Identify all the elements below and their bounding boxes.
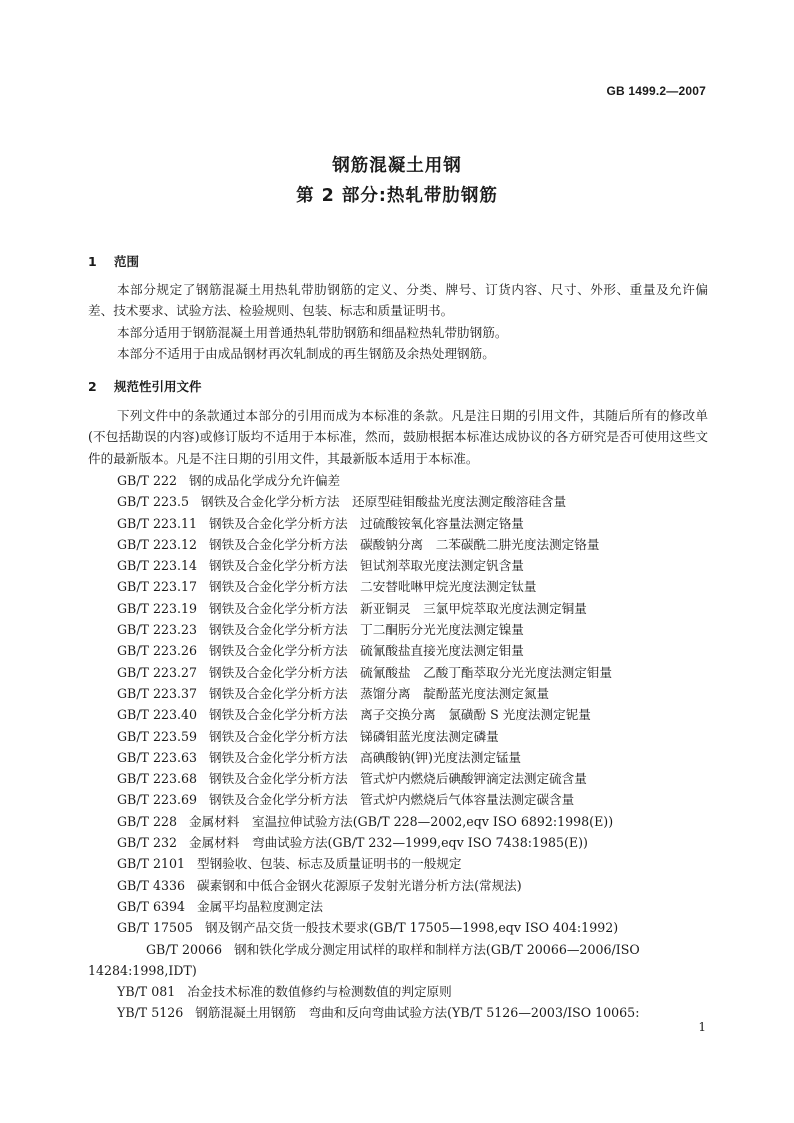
reference-code: GB/T 6394 [117, 898, 186, 914]
reference-title: 钢铁及合金化学分析方法 还原型硅钼酸盐光度法测定酸溶硅含量 [201, 494, 567, 510]
reference-title: 金属平均晶粒度测定法 [197, 898, 323, 914]
reference-item [88, 789, 708, 810]
reference-code: YB/T 5126 [117, 1005, 184, 1021]
section-title: 范围 [114, 254, 140, 269]
reference-item [88, 896, 708, 917]
section-title: 规范性引用文件 [114, 379, 202, 394]
reference-item [88, 726, 708, 747]
reference-title: 钢铁及合金化学分析方法 丁二酮肟分光光度法测定镍量 [209, 622, 524, 638]
reference-code: GB/T 20066 [146, 941, 223, 957]
reference-title: 钢铁及合金化学分析方法 管式炉内燃烧后气体容量法测定碳含量 [209, 792, 575, 808]
reference-title: 金属材料 室温拉伸试验方法(GB/T 228—2002,eqv ISO 6892:1998(E)) [189, 813, 614, 829]
reference-title: 钢铁及合金化学分析方法 蒸馏分离 靛酚蓝光度法测定氮量 [209, 685, 550, 701]
normative-intro-paragraph: 下列文件中的条款通过本部分的引用而成为本标准的条款。凡是注日期的引用文件，其随后所有的修改单(不包括勘误的内容)或修订版均不适用于本标准，然而，鼓励根据本标准达成协议的各方研究是否可使用这些文件的最新版本。凡是不注日期的引用文件，其最新版本适用于本标准。 [88, 408, 708, 466]
reference-code: GB/T 223.12 [117, 536, 198, 552]
reference-item [88, 640, 708, 661]
reference-item [88, 1002, 708, 1023]
reference-title: 钢铁及合金化学分析方法 锑磷钼蓝光度法测定磷量 [209, 728, 499, 744]
reference-item [88, 470, 708, 491]
reference-code: YB/T 081 [117, 984, 176, 1000]
reference-title: 钢铁及合金化学分析方法 新亚铜灵 三氯甲烷萃取光度法测定铜量 [209, 600, 587, 616]
reference-title: 型钢验收、包装、标志及质量证明书的一般规定 [197, 856, 462, 872]
reference-list [88, 470, 708, 1024]
reference-code: GB/T 223.69 [117, 792, 198, 808]
reference-code: GB/T 223.5 [117, 494, 190, 510]
reference-code: GB/T 223.11 [117, 515, 198, 531]
reference-item [88, 981, 708, 1002]
standard-code: GB 1499.2—2007 [606, 84, 706, 98]
reference-title: 钢铁及合金化学分析方法 过硫酸铵氧化容量法测定铬量 [209, 515, 524, 531]
scope-paragraph: 本部分适用于钢筋混凝土用普通热轧带肋钢筋和细晶粒热轧带肋钢筋。 [117, 325, 508, 340]
reference-code: GB/T 223.59 [117, 728, 198, 744]
reference-code: GB/T 223.40 [117, 707, 198, 723]
reference-title: 钢铁及合金化学分析方法 高碘酸钠(钾)光度法测定锰量 [209, 749, 522, 765]
reference-code: GB/T 232 [117, 835, 177, 851]
reference-item [88, 683, 708, 704]
reference-title: 钢及钢产品交货一般技术要求(GB/T 17505—1998,eqv ISO 404:1992) [205, 920, 619, 936]
reference-title: 钢和铁化学成分测定用试样的取样和制样方法(GB/T 20066—2006/ISO 14284:1998,IDT) [88, 941, 640, 978]
reference-title: 碳素钢和中低合金钢火花源原子发射光谱分析方法(常规法) [197, 877, 522, 893]
reference-code: GB/T 222 [117, 473, 177, 488]
reference-code: GB/T 228 [117, 813, 177, 829]
reference-item [88, 513, 708, 534]
reference-code: GB/T 223.17 [117, 579, 198, 595]
scope-paragraph: 本部分不适用于由成品钢材再次轧制成的再生钢筋及余热处理钢筋。 [117, 346, 495, 361]
reference-code: GB/T 223.27 [117, 664, 198, 680]
reference-item [88, 939, 708, 982]
reference-item [88, 875, 708, 896]
reference-item [88, 704, 708, 725]
reference-title: 冶金技术标准的数值修约与检测数值的判定原则 [187, 984, 452, 1000]
reference-item [88, 555, 708, 576]
document-subtitle: 第 2 部分:热轧带肋钢筋 [296, 186, 498, 206]
reference-item [88, 747, 708, 768]
reference-item [88, 576, 708, 597]
reference-code: GB/T 223.19 [117, 600, 198, 616]
reference-item [88, 491, 708, 512]
reference-item [88, 598, 708, 619]
reference-code: GB/T 4336 [117, 877, 186, 893]
reference-item [88, 811, 708, 832]
reference-title: 钢铁及合金化学分析方法 离子交换分离 氯磺酚 S 光度法测定铌量 [209, 707, 591, 723]
reference-title: 钢铁及合金化学分析方法 碳酸钠分离 二苯碳酰二肼光度法测定铬量 [209, 536, 600, 552]
reference-item [88, 619, 708, 640]
reference-title: 钢铁及合金化学分析方法 钽试剂萃取光度法测定钒含量 [209, 558, 524, 574]
reference-title: 钢铁及合金化学分析方法 二安替吡啉甲烷光度法测定钛量 [209, 579, 537, 595]
reference-item [88, 768, 708, 789]
reference-title: 金属材料 弯曲试验方法(GB/T 232—1999,eqv ISO 7438:1985(E)) [189, 835, 588, 851]
reference-item [88, 534, 708, 555]
reference-title: 钢铁及合金化学分析方法 管式炉内燃烧后碘酸钾滴定法测定硫含量 [209, 771, 587, 787]
reference-item [88, 662, 708, 683]
reference-code: GB/T 223.14 [117, 558, 198, 574]
reference-code: GB/T 2101 [117, 856, 186, 872]
reference-code: GB/T 223.37 [117, 685, 198, 701]
reference-code: GB/T 223.26 [117, 643, 198, 659]
section-number: 1 [88, 254, 97, 269]
reference-title: 钢的成品化学成分允许偏差 [189, 473, 341, 488]
reference-title: 钢铁及合金化学分析方法 硫氰酸盐直接光度法测定钼量 [209, 643, 524, 659]
reference-item [88, 853, 708, 874]
page-number: 1 [698, 1020, 706, 1034]
section-heading-scope [88, 252, 139, 270]
reference-item [88, 917, 708, 938]
reference-code: GB/T 223.68 [117, 771, 198, 787]
scope-paragraph: 本部分规定了钢筋混凝土用热轧带肋钢筋的定义、分类、牌号、订货内容、尺寸、外形、重量及允许偏差、技术要求、试验方法、检验规则、包装、标志和质量证明书。 [88, 282, 708, 319]
section-heading-normative-references [88, 377, 202, 395]
reference-title: 钢铁及合金化学分析方法 硫氰酸盐 乙酸丁酯萃取分光光度法测定钼量 [209, 664, 613, 680]
document-title: 钢筋混凝土用钢 [332, 156, 462, 176]
reference-code: GB/T 223.63 [117, 749, 198, 765]
reference-code: GB/T 223.23 [117, 622, 198, 638]
reference-title: 钢筋混凝土用钢筋 弯曲和反向弯曲试验方法(YB/T 5126—2003/ISO 10065: [195, 1005, 640, 1021]
reference-code: GB/T 17505 [117, 920, 194, 936]
reference-item [88, 832, 708, 853]
section-number: 2 [88, 379, 97, 394]
